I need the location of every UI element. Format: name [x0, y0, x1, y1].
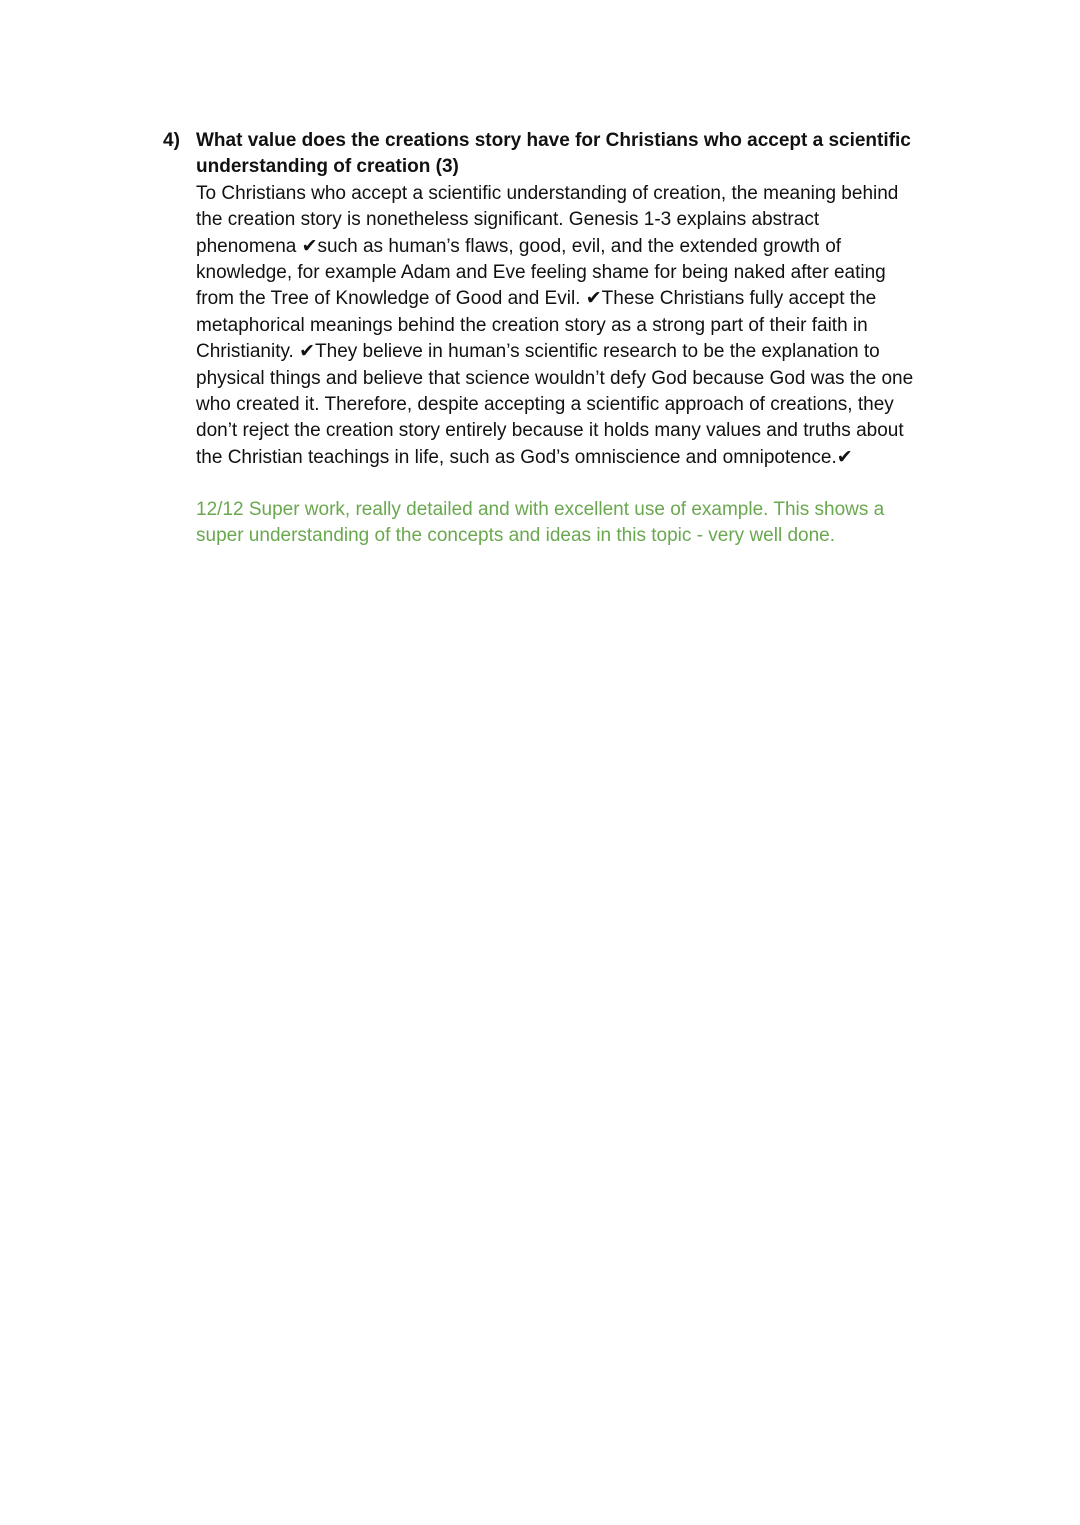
question-body	[196, 128, 963, 471]
answer-line: don’t reject the creation story entirely because it holds many values and truths about	[196, 420, 904, 442]
answer-line: the creation story is nonetheless significant. Genesis 1-3 explains abstract	[196, 209, 820, 231]
teacher-feedback	[196, 497, 956, 550]
feedback-line: 12/12 Super work, really detailed and with excellent use of example. This shows a	[196, 499, 885, 520]
question-number: 4)	[163, 130, 180, 151]
answer-line: To Christians who accept a scientific understanding of creation, the meaning behind	[196, 182, 899, 204]
answer-line: knowledge, for example Adam and Eve feeling shame for being naked after eating	[196, 262, 886, 284]
answer-line: metaphorical meanings behind the creation story as a strong part of their faith in	[196, 314, 868, 336]
answer-line: from the Tree of Knowledge of Good and Evil. ✔These Christians fully accept the	[196, 288, 877, 310]
answer-line: who created it. Therefore, despite accepting a scientific approach of creations, they	[196, 394, 894, 416]
feedback-line: super understanding of the concepts and ideas in this topic - very well done.	[196, 525, 835, 547]
answer-line: Christianity. ✔They believe in human’s scientific research to be the explanation to	[196, 341, 880, 363]
answer-line: the Christian teachings in life, such as God’s omniscience and omnipotence.✔	[196, 446, 853, 468]
answer-text	[196, 181, 963, 471]
answer-line: physical things and believe that science wouldn’t defy God because God was the one	[196, 367, 914, 389]
question-block	[163, 128, 963, 471]
question-title: What value does the creations story have for Christians who accept a scientific understanding of creation (3)	[196, 130, 911, 178]
answer-line: phenomena ✔such as human’s flaws, good, evil, and the extended growth of	[196, 235, 842, 257]
